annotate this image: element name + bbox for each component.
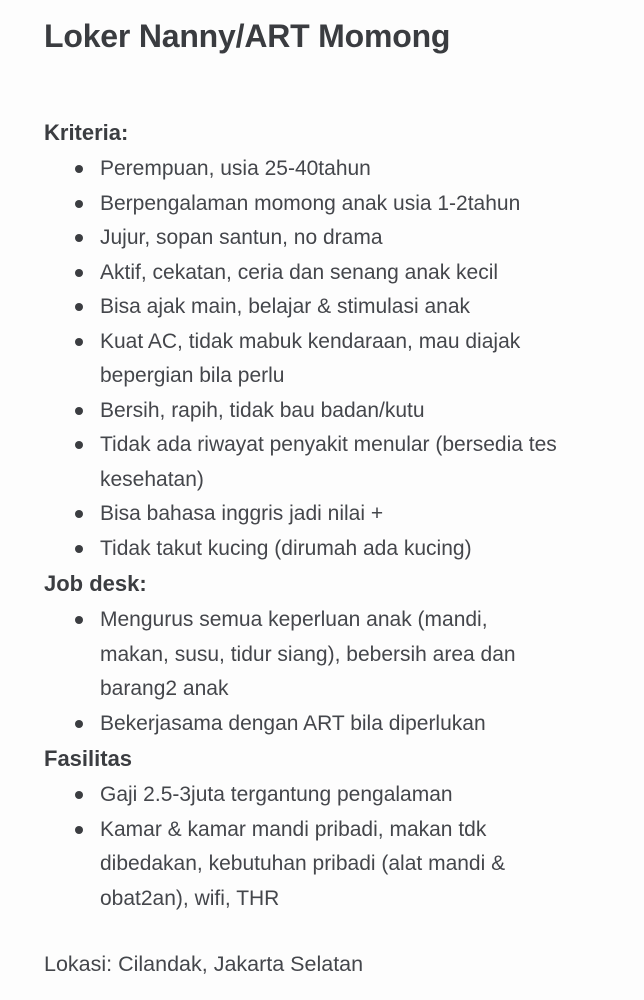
section-heading: Kriteria: [44, 120, 129, 145]
location-line: Lokasi: Cilandak, Jakarta Selatan [44, 952, 364, 976]
list-item: Bersih, rapih, tidak bau badan/kutu [44, 394, 558, 429]
list-item: Bisa ajak main, belajar & stimulasi anak [44, 290, 558, 325]
section [44, 741, 596, 916]
list-item: Berpengalaman momong anak usia 1-2tahun [44, 187, 558, 222]
list-item: Mengurus semua keperluan anak (mandi, makan, susu, tidur siang), bebersih area dan barang2 anak [44, 603, 558, 707]
section [44, 566, 596, 741]
list-item: Kamar & kamar mandi pribadi, makan tdk dibedakan, kebutuhan pribadi (alat mandi & obat2an), wifi, THR [44, 813, 558, 917]
section-heading: Job desk: [44, 571, 147, 596]
section [44, 115, 596, 566]
list-item: Kuat AC, tidak mabuk kendaraan, mau diajak bepergian bila perlu [44, 325, 558, 394]
page-title: Loker Nanny/ART Momong [44, 18, 451, 54]
list-item: Bisa bahasa inggris jadi nilai + [44, 497, 558, 532]
list-item: Tidak ada riwayat penyakit menular (bersedia tes kesehatan) [44, 428, 558, 497]
bullet-list [44, 603, 596, 741]
list-item: Bekerjasama dengan ART bila diperlukan [44, 707, 558, 742]
sections-container [44, 115, 596, 916]
bullet-list [44, 778, 596, 916]
list-item: Jujur, sopan santun, no drama [44, 221, 558, 256]
section-heading: Fasilitas [44, 746, 133, 771]
list-item: Perempuan, usia 25-40tahun [44, 152, 558, 187]
bullet-list [44, 152, 596, 566]
list-item: Gaji 2.5-3juta tergantung pengalaman [44, 778, 558, 813]
list-item: Tidak takut kucing (dirumah ada kucing) [44, 532, 558, 567]
list-item: Aktif, cekatan, ceria dan senang anak kecil [44, 256, 558, 291]
